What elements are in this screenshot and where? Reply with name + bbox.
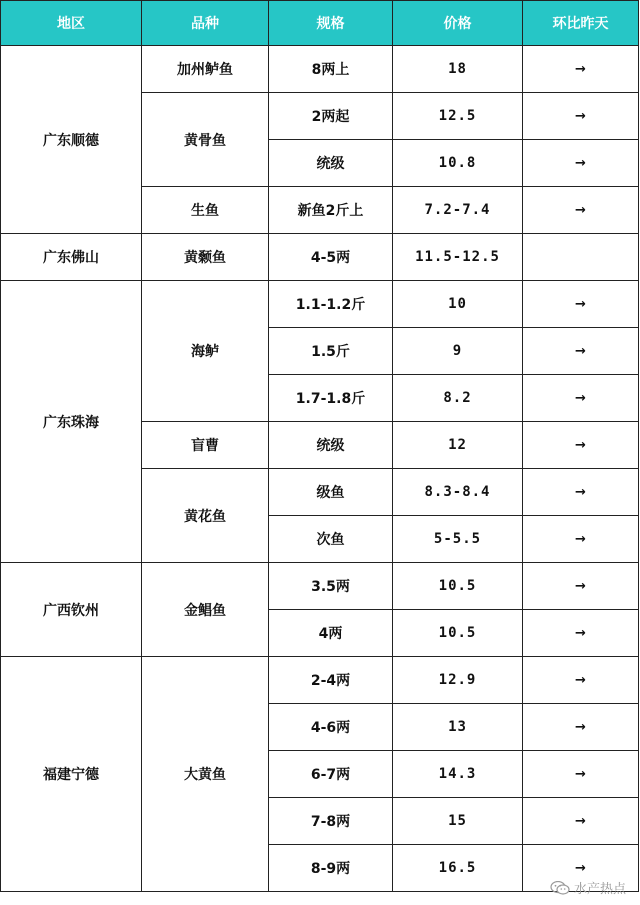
header-row [1,1,639,46]
price-cell: 7.2-7.4 [393,187,523,234]
spec-cell: 8两上 [269,46,393,93]
trend-cell [523,234,639,281]
trend-cell: → [523,375,639,422]
trend-cell: → [523,93,639,140]
spec-cell: 3.5两 [269,563,393,610]
price-cell: 10.8 [393,140,523,187]
watermark-text: 水产热点 [573,882,626,897]
header-region: 地区 [1,1,142,46]
variety-cell: 金鲳鱼 [142,563,269,657]
trend-cell: → [523,469,639,516]
trend-cell: → [523,563,639,610]
price-cell: 8.2 [393,375,523,422]
price-cell: 14.3 [393,751,523,798]
price-cell: 12.9 [393,657,523,704]
spec-cell: 4-6两 [269,704,393,751]
price-cell: 10.5 [393,563,523,610]
spec-cell: 级鱼 [269,469,393,516]
table-row [1,46,639,93]
header-variety: 品种 [142,1,269,46]
region-cell: 广东佛山 [1,234,142,281]
trend-cell: → [523,516,639,563]
spec-cell: 1.7-1.8斤 [269,375,393,422]
price-cell: 8.3-8.4 [393,469,523,516]
variety-cell: 生鱼 [142,187,269,234]
price-cell: 5-5.5 [393,516,523,563]
watermark [550,878,626,897]
region-cell: 广东顺德 [1,46,142,234]
trend-cell: → [523,845,639,892]
trend-cell: → [523,704,639,751]
spec-cell: 1.1-1.2斤 [269,281,393,328]
trend-cell: → [523,751,639,798]
spec-cell: 统级 [269,140,393,187]
variety-cell: 加州鲈鱼 [142,46,269,93]
price-cell: 11.5-12.5 [393,234,523,281]
spec-cell: 4两 [269,610,393,657]
spec-cell: 次鱼 [269,516,393,563]
variety-cell: 大黄鱼 [142,657,269,892]
trend-cell: → [523,46,639,93]
trend-cell: → [523,610,639,657]
table-row [1,657,639,704]
trend-cell: → [523,328,639,375]
price-cell: 9 [393,328,523,375]
price-cell: 12.5 [393,93,523,140]
header-spec: 规格 [269,1,393,46]
variety-cell: 盲曹 [142,422,269,469]
spec-cell: 统级 [269,422,393,469]
variety-cell: 海鲈 [142,281,269,422]
price-cell: 10 [393,281,523,328]
region-cell: 福建宁德 [1,657,142,892]
spec-cell: 新鱼2斤上 [269,187,393,234]
region-cell: 广东珠海 [1,281,142,563]
trend-cell: → [523,422,639,469]
price-cell: 16.5 [393,845,523,892]
price-cell: 18 [393,46,523,93]
spec-cell: 6-7两 [269,751,393,798]
variety-cell: 黄颡鱼 [142,234,269,281]
wechat-icon [550,881,570,895]
trend-cell: → [523,798,639,845]
table-row [1,563,639,610]
trend-cell: → [523,140,639,187]
price-cell: 15 [393,798,523,845]
spec-cell: 7-8两 [269,798,393,845]
variety-cell: 黄花鱼 [142,469,269,563]
trend-cell: → [523,187,639,234]
spec-cell: 8-9两 [269,845,393,892]
price-cell: 12 [393,422,523,469]
price-cell: 13 [393,704,523,751]
region-cell: 广西钦州 [1,563,142,657]
table-row [1,281,639,328]
trend-cell: → [523,657,639,704]
table-row [1,234,639,281]
header-price: 价格 [393,1,523,46]
spec-cell: 2-4两 [269,657,393,704]
price-cell: 10.5 [393,610,523,657]
spec-cell: 4-5两 [269,234,393,281]
header-trend: 环比昨天 [523,1,639,46]
spec-cell: 1.5斤 [269,328,393,375]
spec-cell: 2两起 [269,93,393,140]
variety-cell: 黄骨鱼 [142,93,269,187]
trend-cell: → [523,281,639,328]
